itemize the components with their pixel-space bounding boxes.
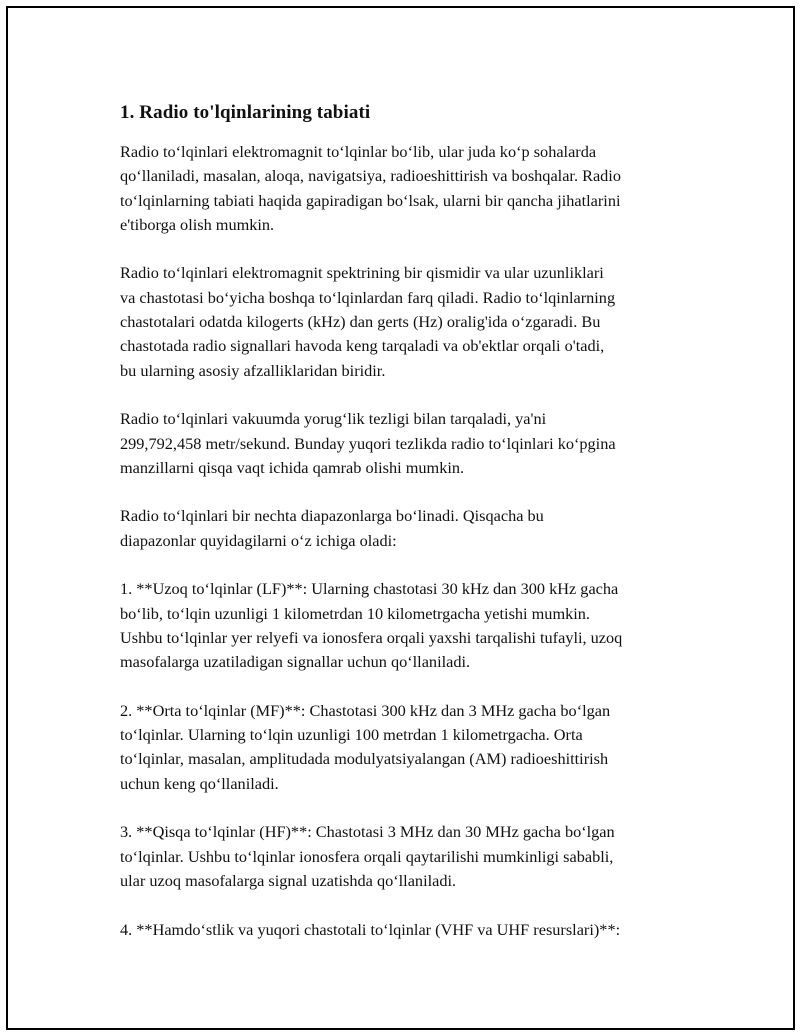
paragraph-intro: Radio to‘lqinlari elektromagnit to‘lqinlar bo‘lib, ular juda ko‘p sohalarda qo‘llaniladi, masalan, aloqa, navigatsiya, radioeshittirish va boshqalar. Radio to‘lqinlarning tabiati haqida gapiradigan bo‘lsak, ularni bir qancha jihatlarini e'tiborga olish mumkin. — [120, 142, 621, 234]
list-item-vhf-uhf: 4. **Hamdo‘stlik va yuqori chastotali to‘lqinlar (VHF va UHF resurslari)**: — [120, 919, 621, 939]
list-item-mf: 2. **Orta to‘lqinlar (MF)**: Chastotasi 300 kHz dan 3 MHz gacha bo‘lgan to‘lqinlar. Ularning to‘lqin uzunligi 100 metrdan 1 kilometrgacha. Orta to‘lqinlar, masalan, amplitudada modulyatsiyalangan (AM) radioeshittirish uchun keng qo‘llaniladi. — [120, 700, 611, 793]
document-body — [120, 100, 710, 942]
paragraph-bands-intro: Radio to‘lqinlari bir nechta diapazonlarga bo‘linadi. Qisqacha bu diapazonlar quyidagilarni o‘z ichiga oladi: — [120, 506, 544, 550]
paragraph-speed: Radio to‘lqinlari vakuumda yorug‘lik tezligi bilan tarqaladi, ya'ni 299,792,458 metr/sekund. Bunday yuqori tezlikda radio to‘lqinlari ko‘pgina manzillarni qisqa vaqt ichida qamrab olishi mumkin. — [120, 409, 616, 477]
list-item-lf: 1. **Uzoq to‘lqinlar (LF)**: Ularning chastotasi 30 kHz dan 300 kHz gacha bo‘lib, to‘lqin uzunligi 1 kilometrdan 10 kilometrgacha yetishi mumkin. Ushbu to‘lqinlar yer relyefi va ionosfera orqali yaxshi tarqalishi tufayli, uzoq masofalarga uzatiladigan signallar uchun qo‘llaniladi. — [120, 579, 623, 672]
section-heading: 1. Radio to'lqinlarining tabiati — [120, 102, 371, 123]
paragraph-spectrum: Radio to‘lqinlari elektromagnit spektrining bir qismidir va ular uzunliklari va chastotasi bo‘yicha boshqa to‘lqinlardan farq qiladi. Radio to‘lqinlarning chastotalari odatda kilogerts (kHz) dan gerts (Hz) oralig'ida o‘zgaradi. Bu chastotada radio signallari havoda keng tarqaladi va ob'ektlar orqali o'tadi, bu ularning asosiy afzalliklaridan biridir. — [120, 263, 616, 380]
list-item-hf: 3. **Qisqa to‘lqinlar (HF)**: Chastotasi 3 MHz dan 30 MHz gacha bo‘lgan to‘lqinlar. Ushbu to‘lqinlar ionosfera orqali qaytarilishi mumkinligi sababli, ular uzoq masofalarga signal uzatishda qo‘llaniladi. — [120, 822, 615, 890]
document-page — [6, 6, 795, 1030]
